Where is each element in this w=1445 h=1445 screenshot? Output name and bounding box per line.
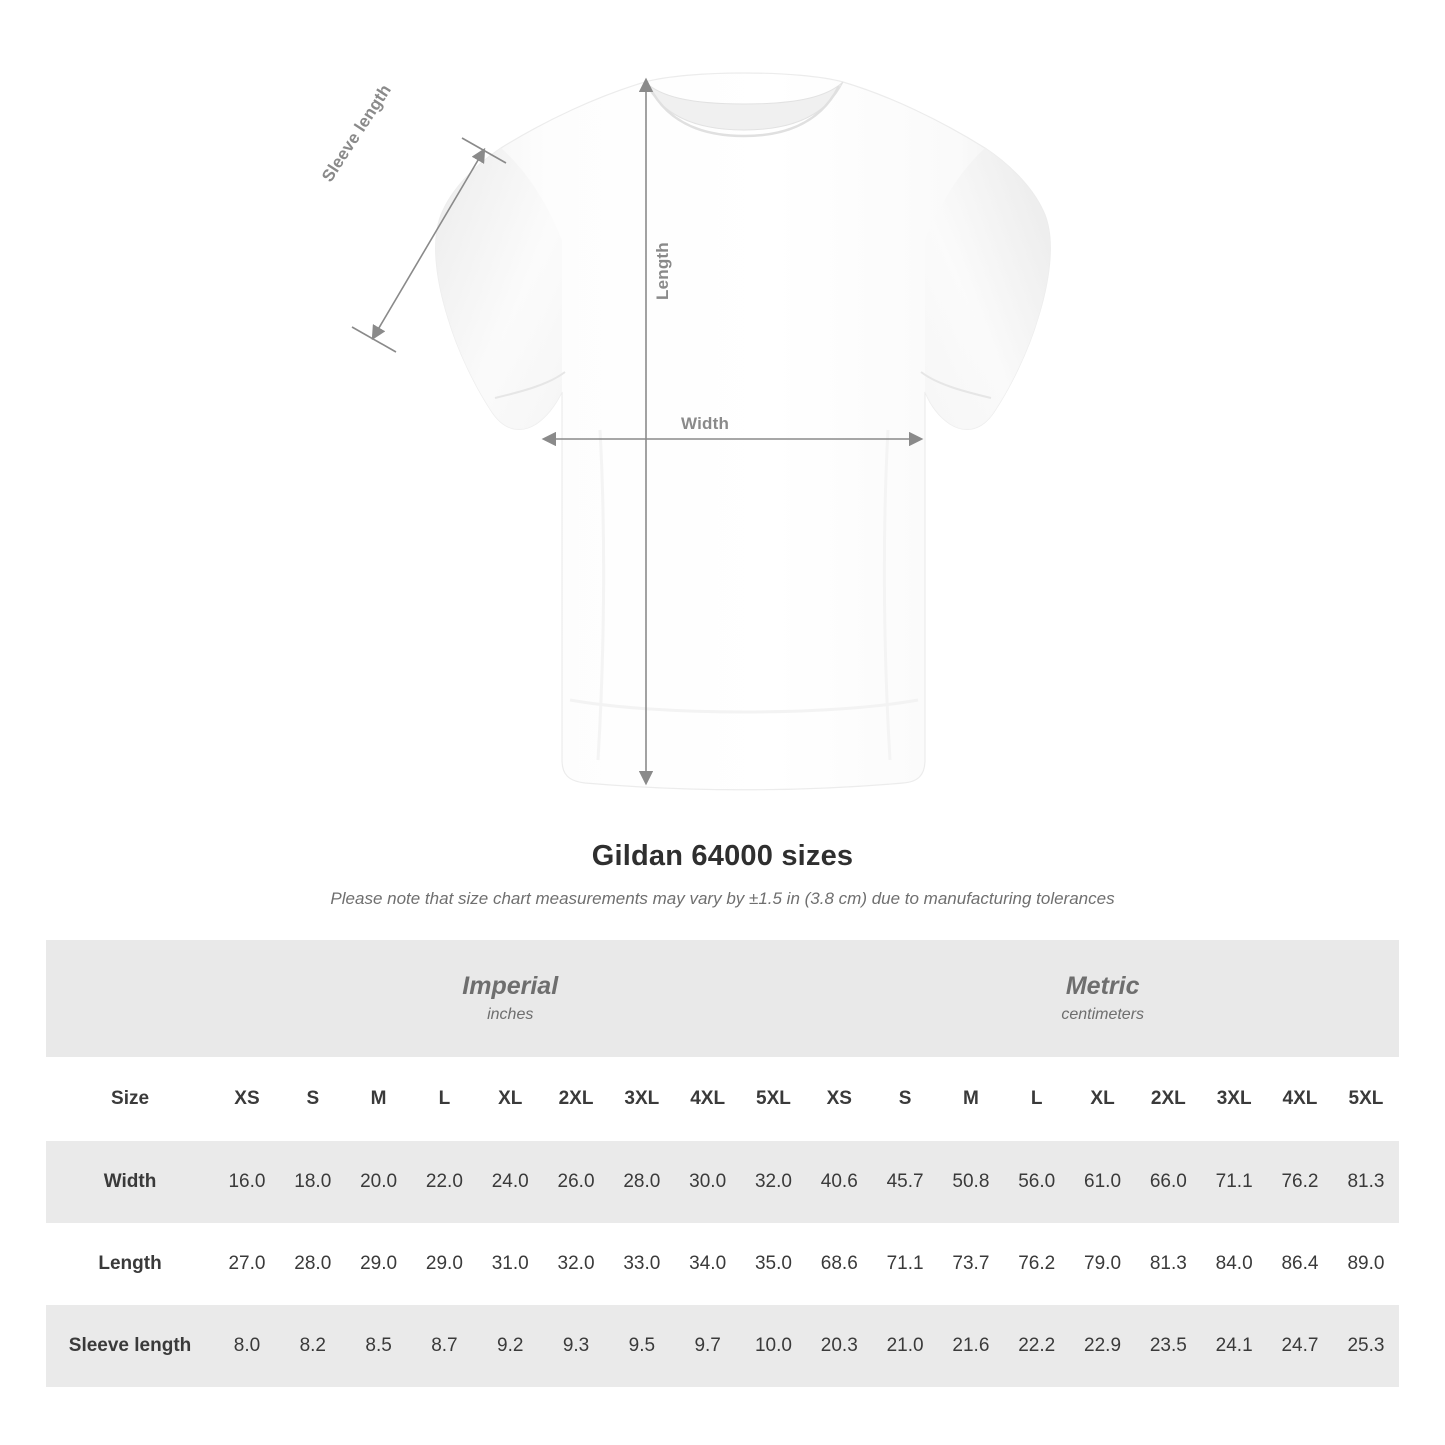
cell-length-s-in: 28.0 xyxy=(294,1253,332,1274)
size-header-row xyxy=(46,1057,1399,1141)
column-header-m-imperial: M xyxy=(370,1088,387,1109)
cell-length-3xl-cm: 84.0 xyxy=(1215,1253,1253,1274)
column-header-4xl-metric: 4XL xyxy=(1282,1088,1318,1109)
column-header-3xl-metric: 3XL xyxy=(1216,1088,1252,1109)
cell-length-xl-in: 31.0 xyxy=(491,1253,529,1274)
cell-width-4xl-cm: 76.2 xyxy=(1281,1171,1319,1192)
column-header-s-imperial: S xyxy=(306,1088,320,1109)
unit-header-row xyxy=(46,940,1399,1057)
unit-group-metric xyxy=(806,940,1399,1057)
cell-width-3xl-in: 28.0 xyxy=(623,1171,661,1192)
cell-length-l-cm: 76.2 xyxy=(1018,1253,1056,1274)
page-title: Gildan 64000 sizes xyxy=(591,840,854,872)
cell-sleeve-m-cm: 21.6 xyxy=(952,1335,990,1356)
cell-length-l-in: 29.0 xyxy=(425,1253,463,1274)
cell-width-5xl-in: 32.0 xyxy=(754,1171,792,1192)
cell-length-5xl-in: 35.0 xyxy=(754,1253,792,1274)
column-header-4xl-imperial: 4XL xyxy=(690,1088,726,1109)
cell-length-2xl-in: 32.0 xyxy=(557,1253,595,1274)
cell-width-xl-in: 24.0 xyxy=(491,1171,529,1192)
cell-sleeve-xs-in: 8.0 xyxy=(233,1335,261,1356)
column-header-xs-imperial: XS xyxy=(234,1088,260,1109)
cell-length-xl-cm: 79.0 xyxy=(1084,1253,1122,1274)
row-label-width: Width xyxy=(103,1171,157,1192)
cell-sleeve-2xl-in: 9.3 xyxy=(562,1335,590,1356)
cell-width-3xl-cm: 71.1 xyxy=(1215,1171,1253,1192)
cell-length-3xl-in: 33.0 xyxy=(623,1253,661,1274)
cell-length-xs-cm: 68.6 xyxy=(820,1253,858,1274)
imperial-system-label: Imperial xyxy=(462,971,559,1000)
row-label-sleeve-length: Sleeve length xyxy=(68,1335,192,1356)
column-header-3xl-imperial: 3XL xyxy=(624,1088,660,1109)
column-header-s-metric: S xyxy=(898,1088,912,1109)
cell-length-4xl-in: 34.0 xyxy=(689,1253,727,1274)
cell-length-s-cm: 71.1 xyxy=(886,1253,924,1274)
table-row xyxy=(46,1141,1399,1223)
cell-sleeve-s-cm: 21.0 xyxy=(886,1335,924,1356)
cell-sleeve-3xl-in: 9.5 xyxy=(628,1335,656,1356)
cell-sleeve-2xl-cm: 23.5 xyxy=(1149,1335,1187,1356)
size-chart-heading xyxy=(0,840,1445,909)
sleeve-tick-bottom xyxy=(352,327,396,352)
metric-unit-label: centimeters xyxy=(1061,1006,1145,1024)
sleeve-length-label: Sleeve length xyxy=(318,80,396,186)
cell-width-xs-in: 16.0 xyxy=(228,1171,266,1192)
cell-sleeve-3xl-cm: 24.1 xyxy=(1215,1335,1253,1356)
column-header-2xl-metric: 2XL xyxy=(1150,1088,1186,1109)
width-label: Width xyxy=(681,414,730,433)
cell-sleeve-xl-in: 9.2 xyxy=(497,1335,524,1356)
cell-width-xl-cm: 61.0 xyxy=(1084,1171,1122,1192)
cell-length-m-cm: 73.7 xyxy=(952,1253,990,1274)
row-label-length: Length xyxy=(98,1253,162,1274)
cell-length-5xl-cm: 89.0 xyxy=(1347,1253,1385,1274)
cell-sleeve-s-in: 8.2 xyxy=(299,1335,326,1356)
size-row-label: Size xyxy=(111,1088,150,1109)
column-header-l-imperial: L xyxy=(438,1088,451,1109)
column-header-5xl-metric: 5XL xyxy=(1348,1088,1384,1109)
cell-width-m-in: 20.0 xyxy=(360,1171,398,1192)
cell-length-4xl-cm: 86.4 xyxy=(1281,1253,1319,1274)
cell-sleeve-l-cm: 22.2 xyxy=(1018,1335,1056,1356)
column-header-xl-imperial: XL xyxy=(498,1088,523,1109)
cell-width-2xl-cm: 66.0 xyxy=(1149,1171,1187,1192)
cell-sleeve-4xl-in: 9.7 xyxy=(694,1335,721,1356)
cell-width-s-in: 18.0 xyxy=(294,1171,332,1192)
column-header-l-metric: L xyxy=(1030,1088,1043,1109)
tolerance-note: Please note that size chart measurements may vary by ±1.5 in (3.8 cm) due to manufacturing tolerances xyxy=(330,889,1115,908)
cell-width-l-in: 22.0 xyxy=(425,1171,463,1192)
table-row xyxy=(46,1305,1399,1387)
cell-width-s-cm: 45.7 xyxy=(886,1171,924,1192)
cell-width-m-cm: 50.8 xyxy=(952,1171,990,1192)
cell-width-xs-cm: 40.6 xyxy=(820,1171,858,1192)
cell-sleeve-5xl-in: 10.0 xyxy=(754,1335,792,1356)
cell-width-l-cm: 56.0 xyxy=(1018,1171,1056,1192)
size-chart-table-wrapper xyxy=(46,940,1399,1387)
cell-sleeve-xs-cm: 20.3 xyxy=(820,1335,858,1356)
cell-length-m-in: 29.0 xyxy=(360,1253,398,1274)
unit-header-spacer xyxy=(46,940,214,1057)
imperial-unit-label: inches xyxy=(487,1006,534,1024)
cell-width-4xl-in: 30.0 xyxy=(689,1171,727,1192)
size-chart-table xyxy=(46,940,1399,1387)
unit-group-imperial xyxy=(214,940,806,1057)
column-header-m-metric: M xyxy=(962,1088,979,1109)
cell-sleeve-5xl-cm: 25.3 xyxy=(1347,1335,1385,1356)
cell-length-2xl-cm: 81.3 xyxy=(1149,1253,1187,1274)
column-header-xl-metric: XL xyxy=(1090,1088,1115,1109)
cell-sleeve-m-in: 8.5 xyxy=(365,1335,392,1356)
column-header-xs-metric: XS xyxy=(826,1088,852,1109)
length-label: Length xyxy=(653,242,672,300)
column-header-2xl-imperial: 2XL xyxy=(558,1088,594,1109)
cell-sleeve-xl-cm: 22.9 xyxy=(1084,1335,1122,1356)
cell-length-xs-in: 27.0 xyxy=(228,1253,266,1274)
cell-sleeve-4xl-cm: 24.7 xyxy=(1281,1335,1319,1356)
column-header-5xl-imperial: 5XL xyxy=(756,1088,791,1109)
cell-sleeve-l-in: 8.7 xyxy=(431,1335,458,1356)
cell-width-2xl-in: 26.0 xyxy=(557,1171,595,1192)
cell-width-5xl-cm: 81.3 xyxy=(1347,1171,1385,1192)
metric-system-label: Metric xyxy=(1065,971,1140,1000)
table-row xyxy=(46,1223,1399,1305)
